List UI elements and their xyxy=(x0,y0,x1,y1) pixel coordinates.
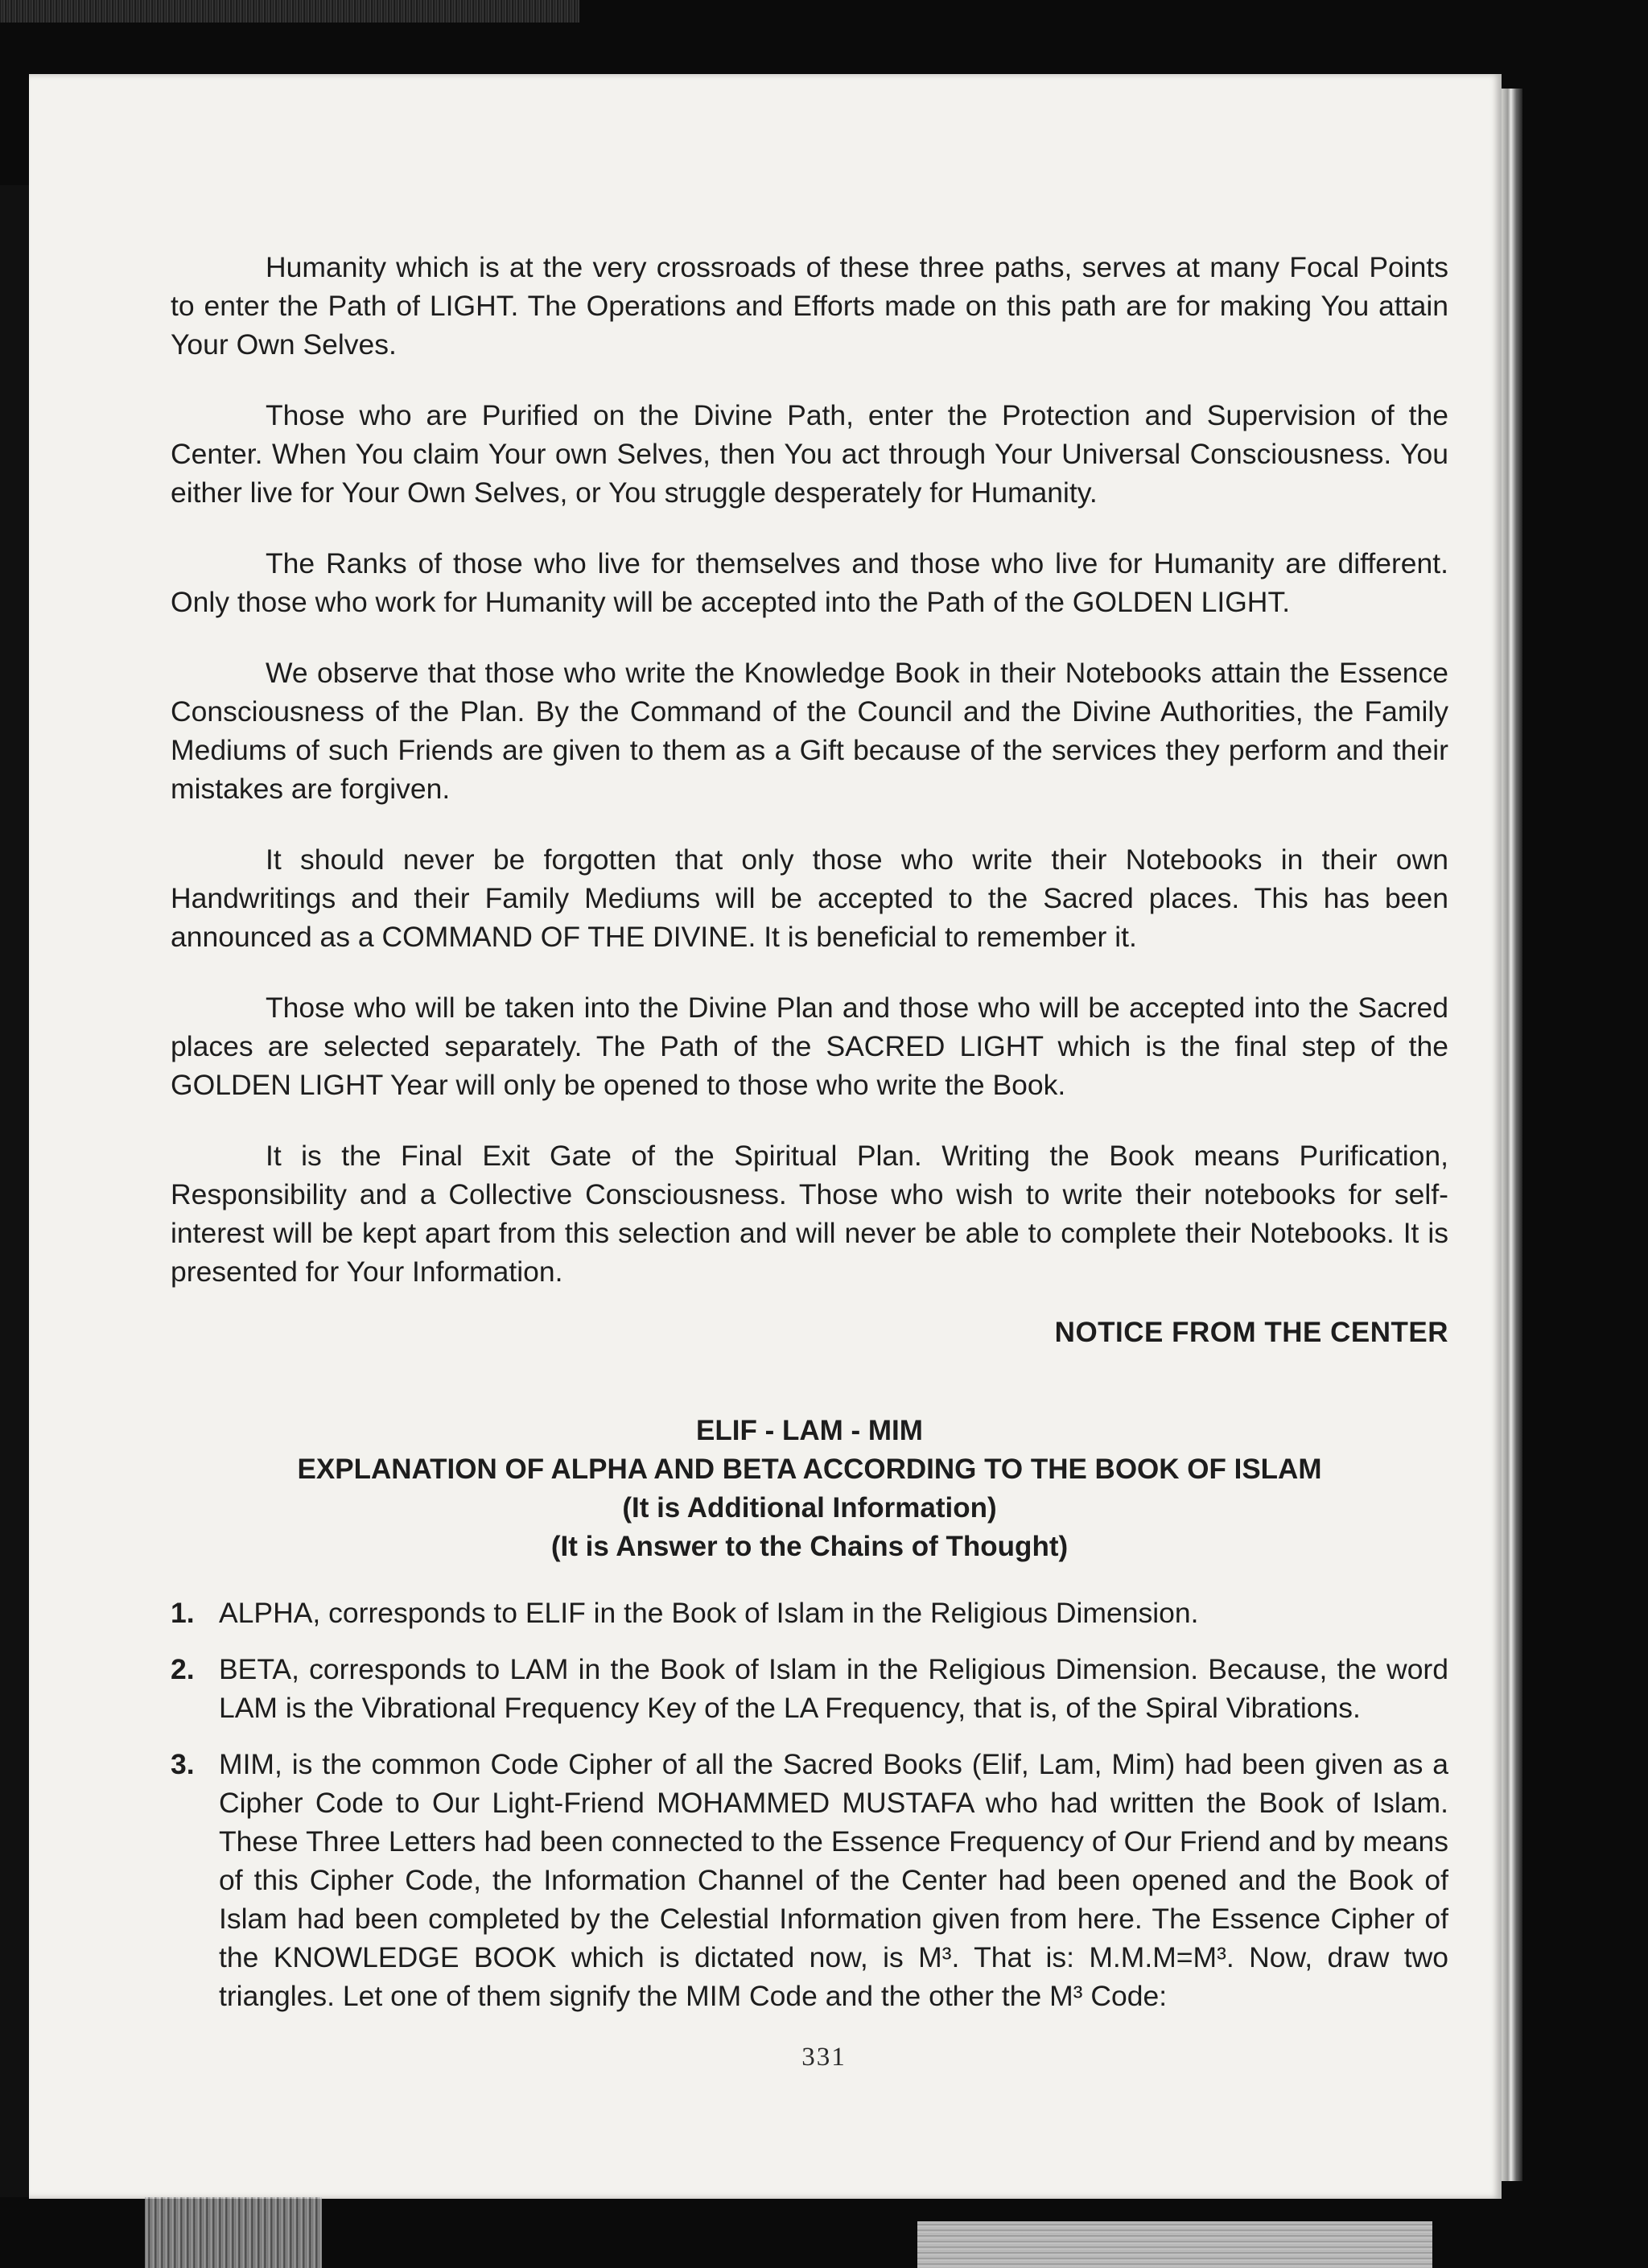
paragraph: We observe that those who write the Knowledge Book in their Notebooks attain the Essence Consciousness of the Plan. By the Command of the Council and the Divine Authorities, the Family Mediums of such Friends are given to them as a Gift because of the services they perform and their mistakes are forgiven. xyxy=(171,657,1448,805)
notice-heading: NOTICE FROM THE CENTER xyxy=(1054,1317,1448,1348)
paragraph: The Ranks of those who live for themselves and those who live for Humanity are different. Only those who work for Humanity will be accepted into the Path of the GOLDEN LIGHT. xyxy=(171,547,1448,618)
page-edge-right xyxy=(1502,89,1522,2181)
list-text: BETA, corresponds to LAM in the Book of Islam in the Religious Dimension. Because, the word LAM is the Vibrational Frequency Key of the LA Frequency, that is, of the Spiral Vibrations. xyxy=(219,1653,1448,1724)
scan-edge-top xyxy=(0,0,579,23)
paragraph: It should never be forgotten that only those who write their Notebooks in their own Handwritings and their Family Mediums will be accepted to the Sacred places. This has been announced as a COMMAND OF THE DIVINE. It is beneficial to remember it. xyxy=(171,843,1448,953)
paragraph: Those who are Purified on the Divine Path, enter the Protection and Supervision of the Center. When You claim Your own Selves, then You act through Your Universal Consciousness. You either live for Your Own Selves, or You struggle desperately for Humanity. xyxy=(171,399,1448,509)
list-text: MIM, is the common Code Cipher of all the Sacred Books (Elif, Lam, Mim) had been given as a Cipher Code to Our Light-Friend MOHAMMED MUSTAFA who had written the Book of Islam. These Three Letters had been connected to the Essence Frequency of Our Friend and by means of this Cipher Code, the Information Channel of the Center had been opened and the Book of Islam had been completed by the Celestial Information given from here. The Essence Cipher of the KNOWLEDGE BOOK which is dictated now, is M³. That is: M.M.M=M³. Now, draw two triangles. Let one of them signify the MIM Code and the other the M³ Code: xyxy=(219,1748,1448,2012)
page-body xyxy=(171,248,1448,2033)
scan-edge-bottom-left xyxy=(145,2197,322,2268)
list-number: 2. xyxy=(171,1653,195,1685)
list-item xyxy=(171,1650,1448,1727)
section-note: (It is Answer to the Chains of Thought) xyxy=(550,1531,1069,1562)
list-item xyxy=(171,1745,1448,2015)
list-item xyxy=(171,1594,1448,1632)
list-text: ALPHA, corresponds to ELIF in the Book of Islam in the Religious Dimension. xyxy=(219,1597,1199,1629)
book-spine xyxy=(0,185,31,2197)
page-number: 331 xyxy=(801,2043,847,2072)
section-subtitle: EXPLANATION OF ALPHA AND BETA ACCORDING TO THE BOOK OF ISLAM xyxy=(297,1454,1322,1485)
paragraph: Humanity which is at the very crossroads of these three paths, serves at many Focal Points to enter the Path of LIGHT. The Operations and Efforts made on this path are for making You attain Your Own Selves. xyxy=(171,251,1448,361)
section-title: ELIF - LAM - MIM xyxy=(696,1415,923,1446)
section-note: (It is Additional Information) xyxy=(622,1492,997,1524)
list-number: 3. xyxy=(171,1748,195,1780)
numbered-list xyxy=(171,1594,1448,2015)
scan-edge-bottom xyxy=(917,2221,1432,2268)
list-number: 1. xyxy=(171,1597,195,1629)
paragraph: Those who will be taken into the Divine Plan and those who will be accepted into the Sacred places are selected separately. The Path of the SACRED LIGHT which is the final step of the GOLDEN LIGHT Year will only be opened to those who write the Book. xyxy=(171,992,1448,1101)
paragraph: It is the Final Exit Gate of the Spiritual Plan. Writing the Book means Purification, Responsibility and a Collective Consciousness. Those who wish to write their notebooks for self-interest will be kept apart from this selection and will never be able to complete their Notebooks. It is presented for Your Information. xyxy=(171,1140,1448,1288)
